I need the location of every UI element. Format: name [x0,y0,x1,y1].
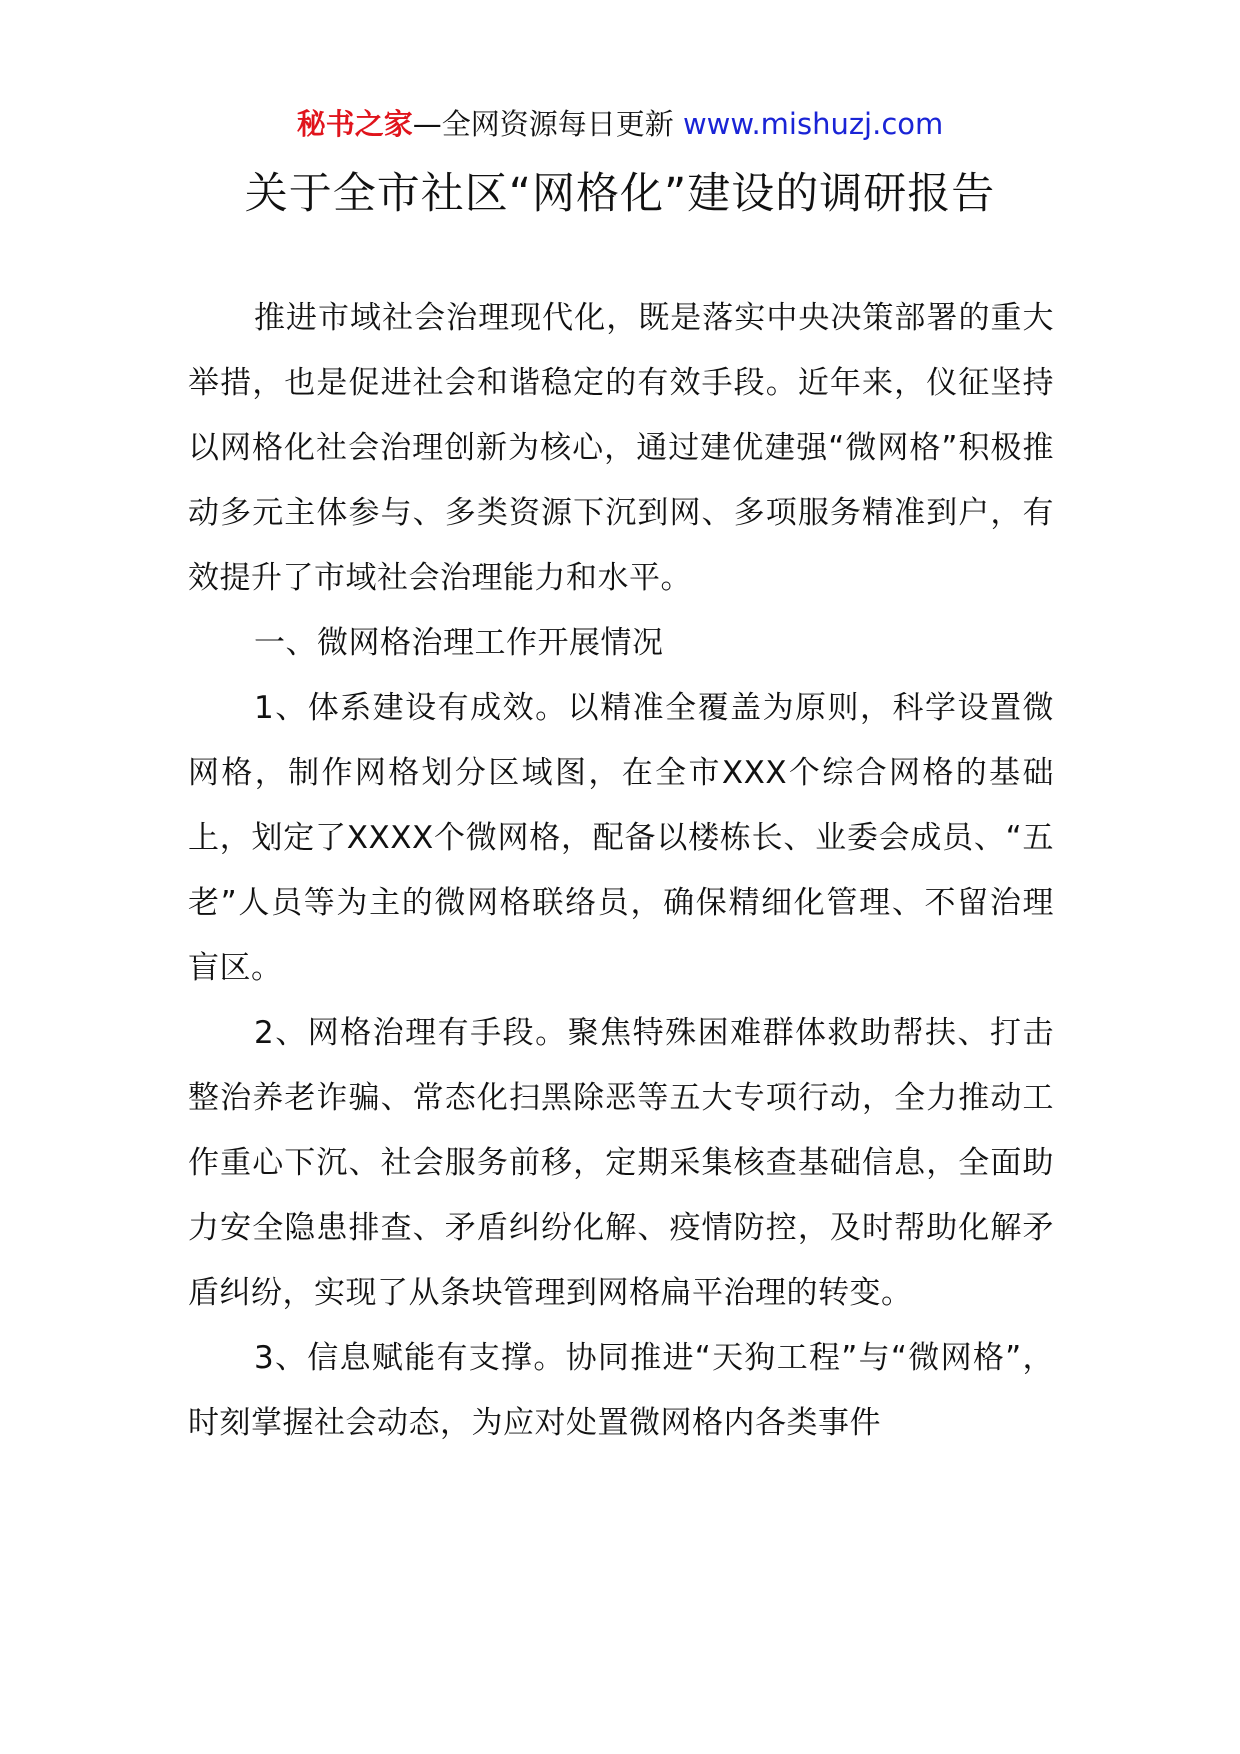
document-body [188,286,1054,1456]
paragraph-item-3: 3、信息赋能有支撑。协同推进“天狗工程”与“微网格”，时刻掌握社会动态，为应对处置微网格内各类事件 [188,1340,1054,1441]
paragraph-item-2: 2、网格治理有手段。聚焦特殊困难群体救助帮扶、打击整治养老诈骗、常态化扫黑除恶等五大专项行动，全力推动工作重心下沉、社会服务前移，定期采集核查基础信息，全面助力安全隐患排查、矛盾纠纷化解、疫情防控，及时帮助化解矛盾纠纷，实现了从条块管理到网格扁平治理的转变。 [188,1015,1054,1311]
site-url-link[interactable]: www.mishuzj.com [682,107,944,141]
paragraph-item-1: 1、体系建设有成效。以精准全覆盖为原则，科学设置微网格，制作网格划分区域图，在全市XXX个综合网格的基础上，划定了XXXX个微网格，配备以楼栋长、业委会成员、“五老”人员等为主的微网格联络员，确保精细化管理、不留治理盲区。 [188,690,1054,986]
document-title: 关于全市社区“网格化”建设的调研报告 [244,169,996,219]
section-heading: 一、微网格治理工作开展情况 [254,625,664,661]
header-tagline: —全网资源每日更新 [412,107,683,141]
paragraph-intro: 推进市域社会治理现代化，既是落实中央决策部署的重大举措，也是促进社会和谐稳定的有效手段。近年来，仪征坚持以网格化社会治理创新为核心，通过建优建强“微网格”积极推动多元主体参与、多类资源下沉到网、多项服务精准到户，有效提升了市域社会治理能力和水平。 [188,300,1054,596]
site-header [0,104,1240,144]
brand-name: 秘书之家 [296,107,413,141]
